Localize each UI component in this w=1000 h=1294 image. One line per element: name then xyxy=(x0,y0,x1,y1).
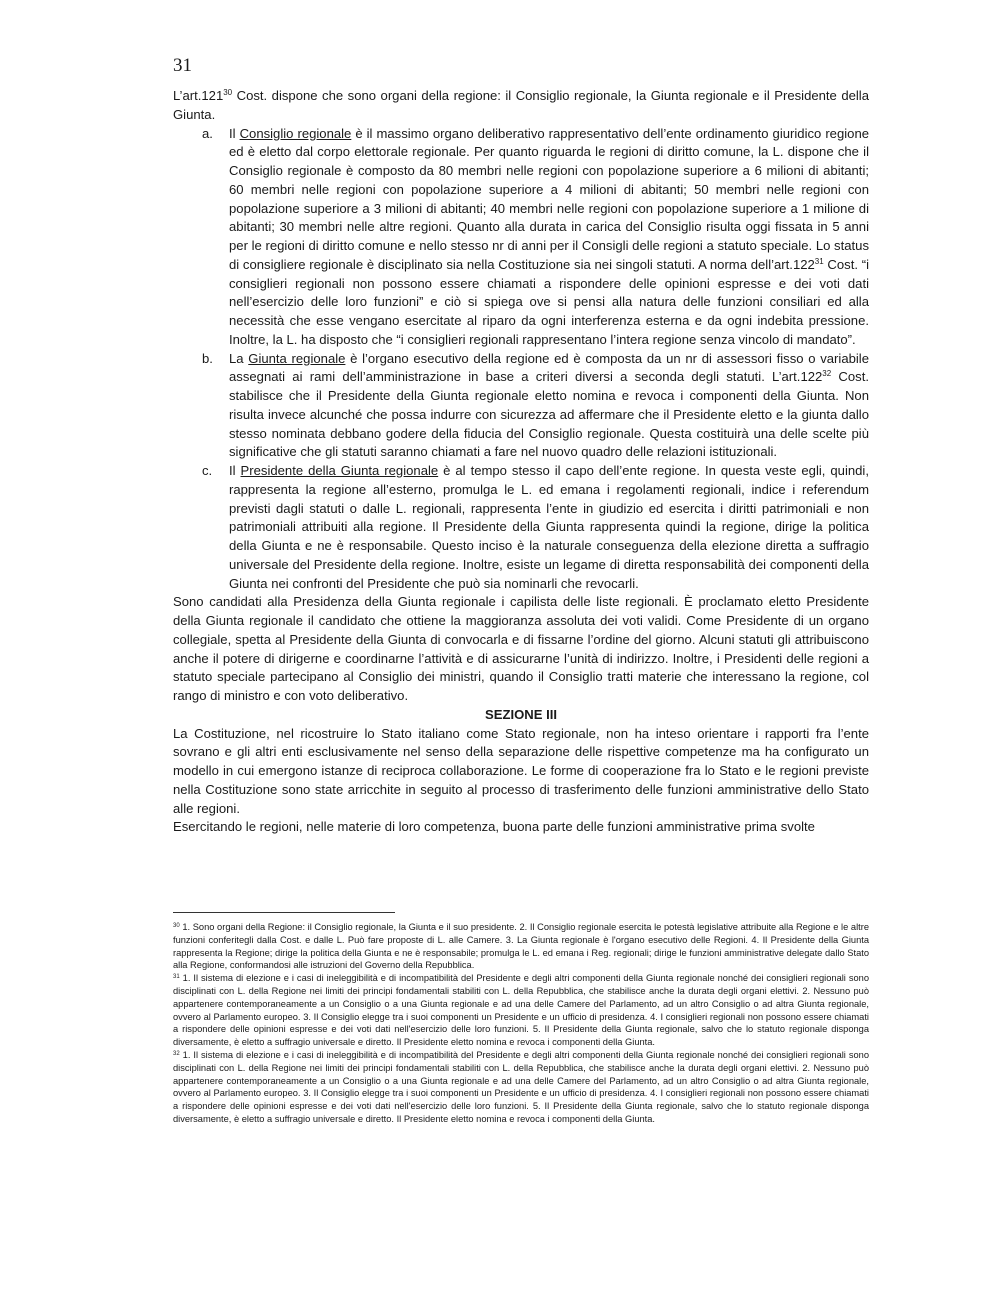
footnote-30 xyxy=(173,921,869,972)
paragraph-esercitando: Esercitando le regioni, nelle materie di loro competenza, buona parte delle funzioni amministrative prima svolte xyxy=(173,819,815,835)
footnote-number: 31 xyxy=(173,974,180,981)
list-marker: a. xyxy=(202,125,213,141)
item-text-start: Il xyxy=(229,463,241,478)
list-marker: c. xyxy=(202,463,213,478)
intro-text-end: Cost. dispone che sono organi della regione: il Consiglio regionale, la Giunta regionale e il Presidente della Giunta. xyxy=(173,88,869,122)
item-text-body: è il massimo organo deliberativo rappresentativo dell’ente ordinamento giuridico regione ed è eletto dal corpo elettorale regionale. Per quanto riguarda le regioni di diritto comune, la L. dispone che il Consiglio regionale è composto da 80 membri nelle regioni con popolazione superiore a 6 milioni di abitanti; 60 membri nelle regioni con popolazione superiore a 4 milioni di abitanti; 50 membri nelle regioni con popolazione superiore a 3 milioni di abitanti; 40 membri nelle regioni con popolazione superiore a 1 milione di abitanti; 30 membri nelle altre regioni. Quanto alla durata in carica del Consiglio risulta oggi fissata in 5 anni per le regioni di diritto comune e nello stesso nr di anni per il Consigli delle regioni a statuto speciale. Lo status di consigliere regionale è disciplinato sia nella Costituzione sia nei singoli statuti. A norma dell’art.122 xyxy=(229,125,870,272)
organs-list xyxy=(173,125,869,594)
section-heading: SEZIONE III xyxy=(484,706,558,722)
page-number: 31 xyxy=(173,55,192,76)
footnote-31 xyxy=(173,972,869,1049)
item-text-body: è l’organo esecutivo della regione ed è composta da un nr di assessori fisso o variabile assegnati ai rami dell’amministrazione in base a criteri diversi a seconda degli statuti. L’art.122 xyxy=(229,350,869,385)
item-text-start: La xyxy=(229,350,249,366)
footnote-ref-31[interactable]: 31 xyxy=(814,256,824,266)
term-giunta-regionale: Giunta regionale xyxy=(248,350,346,366)
item-text-end: Cost. “i consiglieri regionali non possono essere chiamati a rispondere delle opinioni espresse e dei voti dati nell’esercizio delle loro funzioni” e ciò si spiega ove si pensi alla natura delle funzioni consiliari ed alla necessità che esse vengano esercitate al riparo da ogni interferenza esterna e da ogni indebita pressione. Inoltre, la L. ha disposto che “i consiglieri regionali rappresentano l’intera regione senza vincolo di mandato”. xyxy=(229,256,869,347)
item-text-body: è al tempo stesso il capo dell’ente regione. In questa veste egli, quindi, rappresenta la regione all’esterno, promulga le L. ed emana i regolamenti regionali, indice i referendum previsti dagli statuti o dalle L. regionali, rappresenta l’ente in giudizio ed esercita i diritti patrimoniali e non patrimoniali attribuiti alla regione. Il Presidente della Giunta rappresenta quindi la regione, dirige la politica della Giunta e ne è responsabile. Questo inciso è la naturale conseguenza della elezione diretta a suffragio universale del Presidente della regione. Inoltre, esiste un legame di diretta responsabilità dei componenti della Giunta nei confronti del Presidente che può sia nominarli che revocarli. xyxy=(229,463,869,591)
footnotes xyxy=(173,921,869,1126)
footnote-separator xyxy=(173,912,395,913)
paragraph-candidati: Sono candidati alla Presidenza della Giunta regionale i capilista delle liste regionali. È proclamato eletto Presidente della Giunta regionale il candidato che ottiene la maggioranza assoluta dei voti validi. Come Presidente di un organo collegiale, spetta al Presidente della Giunta di convocarla e di fissarne l’ordine del giorno. Alcuni statuti gli attribuiscono anche il potere di dirigerne e coordinarne l’attività e di assicurarne l’unità di indirizzo. Inoltre, i Presidenti delle regioni a statuto speciale partecipano al Consiglio dei ministri, quando il Consiglio tratti materie che interessano la regione, col rango di ministro e con voto deliberativo. xyxy=(173,594,869,703)
item-text-end: Cost. stabilisce che il Presidente della Giunta regionale eletto nomina e revoca i componenti della Giunta. Non risulta invece alcunché che possa indurre con sicurezza ad affermare che il Presidente eletto e la giunta dallo stesso nominata debbano godere della fiducia del Consiglio regionale. Questa costituirà una delle scelte più significative che gli statuti saranno chiamati a fare nel nuovo quadro delle relazioni istituzionali. xyxy=(229,369,869,460)
item-text-start: Il xyxy=(229,125,240,141)
footnote-text: 1. Il sistema di elezione e i casi di ineleggibilità e di incompatibilità del Presidente e degli altri componenti della Giunta regionale nonché dei consiglieri regionali sono disciplinati con L. della Regione nei limiti dei principi fondamentali stabiliti con L. della Repubblica, che stabilisce anche la durata degli organi elettivi. 2. Nessuno può appartenere contemporaneamente a un Consiglio o a una Giunta regionale e ad una delle Camere del Parlamento, ad un altro Consiglio o ad altra Giunta regionale, ovvero al Parlamento europeo. 3. Il Consiglio elegge tra i suoi componenti un Presidente e un ufficio di presidenza. 4. I consiglieri regionali non possono essere chiamati a rispondere delle opinioni espresse e dei voti dati nell'esercizio delle loro funzioni. 5. Il Presidente della Giunta regionale, salvo che lo statuto regionale disponga diversamente, è eletto a suffragio universale e diretto. Il Presidente eletto nomina e revoca i componenti della Giunta. xyxy=(173,973,869,1048)
list-item-giunta xyxy=(173,350,869,463)
term-consiglio-regionale: Consiglio regionale xyxy=(239,125,352,141)
list-item-presidente xyxy=(173,462,869,593)
footnote-ref-30[interactable]: 30 xyxy=(223,88,233,97)
body-text xyxy=(173,87,869,837)
list-marker: b. xyxy=(202,350,213,366)
list-item-consiglio xyxy=(173,125,869,350)
intro-text-start: L’art.121 xyxy=(173,88,224,103)
footnote-number: 30 xyxy=(173,923,180,929)
footnote-32 xyxy=(173,1049,869,1126)
paragraph-costituzione: La Costituzione, nel ricostruire lo Stato italiano come Stato regionale, non ha inteso orientare i rapporti fra l’ente sovrano e gli altri enti esclusivamente nel senso della separazione delle rispettive competenze ma ha configurato un modello in cui emergono istanze di reciproca collaborazione. Le forme di cooperazione fra lo Stato e le regioni previste nella Costituzione sono state arricchite in seguito al processo di trasferimento delle funzioni amministrative dello Stato alle regioni. xyxy=(173,725,869,816)
intro-paragraph xyxy=(173,87,869,125)
footnote-text: 1. Il sistema di elezione e i casi di ineleggibilità e di incompatibilità del Presidente e degli altri componenti della Giunta regionale nonché dei consiglieri regionali sono disciplinati con L. della Regione nei limiti dei principi fondamentali stabiliti con L. della Repubblica, che stabilisce anche la durata degli organi elettivi. 2. Nessuno può appartenere contemporaneamente a un Consiglio o a una Giunta regionale e ad una delle Camere del Parlamento, ad un altro Consiglio o ad altra Giunta regionale, ovvero al Parlamento europeo. 3. Il Consiglio elegge tra i suoi componenti un Presidente e un ufficio di presidenza. 4. I consiglieri regionali non possono essere chiamati a rispondere delle opinioni espresse e dei voti dati nell'esercizio delle loro funzioni. 5. Il Presidente della Giunta regionale, salvo che lo statuto regionale disponga diversamente, è eletto a suffragio universale e diretto. Il Presidente eletto nomina e revoca i componenti della Giunta. xyxy=(173,1049,869,1124)
term-presidente-giunta: Presidente della Giunta regionale xyxy=(240,463,439,478)
footnote-ref-32[interactable]: 32 xyxy=(822,369,832,379)
footnote-number: 32 xyxy=(173,1050,180,1057)
footnote-text: 1. Sono organi della Regione: il Consiglio regionale, la Giunta e il suo presidente. 2. Il Consiglio regionale esercita le potestà legislative attribuite alla Regione e le altre funzioni conferitegli dalla Cost. e dalle L. Può fare proposte di L. alle Camere. 3. La Giunta regionale è l'organo esecutivo delle Regioni. 4. Il Presidente della Giunta rappresenta la Regione; dirige la politica della Giunta e ne è responsabile; promulga le L. ed emana i Reg. regionali; dirige le funzioni amministrative delegate dallo Stato alla Regione, conformandosi alle istruzioni del Governo della Repubblica. xyxy=(173,922,869,971)
